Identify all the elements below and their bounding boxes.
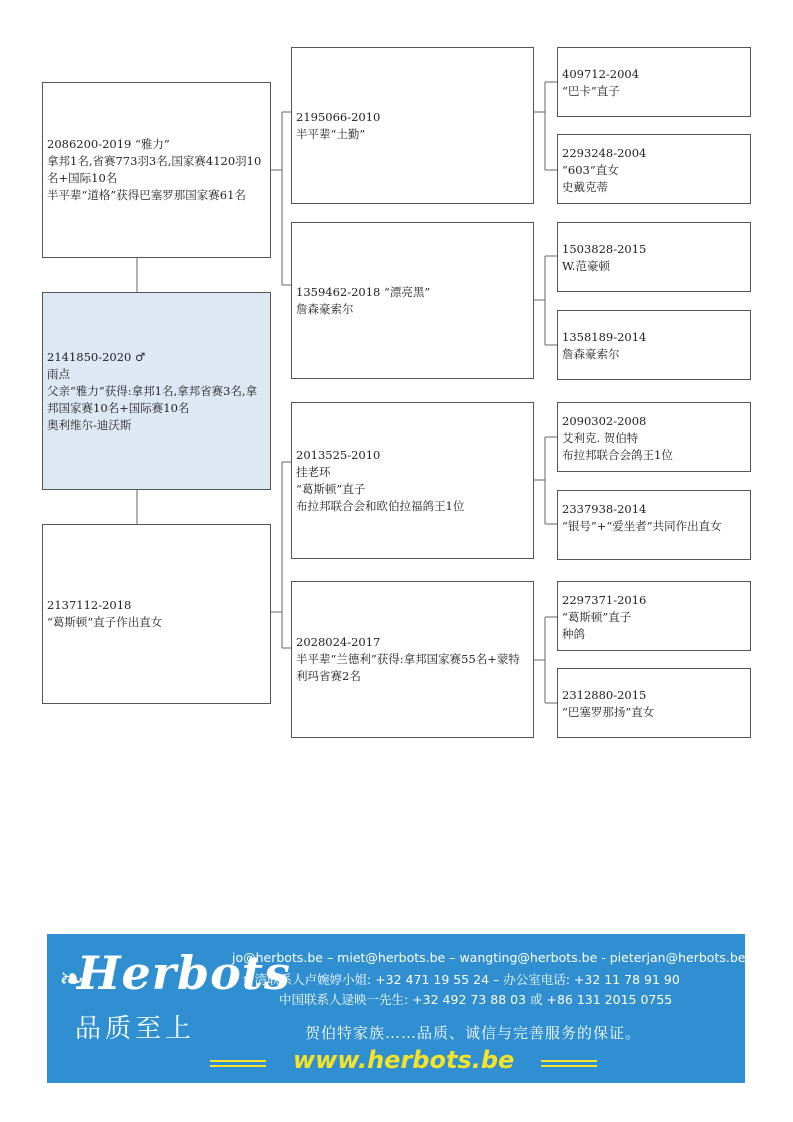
dam-card bbox=[42, 524, 271, 704]
subject-line-4: 奥利维尔-迪沃斯 bbox=[47, 417, 132, 432]
website-link[interactable]: www.herbots.be bbox=[293, 1046, 515, 1074]
sire-sire-line-2: 半平辈“土勤” bbox=[296, 126, 366, 141]
gen4-card bbox=[557, 134, 751, 204]
sire-card bbox=[42, 82, 271, 258]
dam-line-2: “葛斯顿”直子作出直女 bbox=[47, 615, 163, 629]
herbots-logo: Herbots bbox=[77, 946, 291, 1000]
gen4-card bbox=[557, 222, 751, 292]
gen4-line: “巴卡”直子 bbox=[562, 84, 620, 98]
herbots-banner bbox=[47, 934, 745, 1083]
gen4-card bbox=[557, 402, 751, 472]
gen4-line: 2337938-2014 bbox=[562, 502, 647, 516]
dam-sire-line-4: 布拉邦联合会和欧伯拉福鸽王1位 bbox=[296, 498, 465, 513]
dam-sire-line-1: 2013525-2010 bbox=[296, 447, 381, 462]
gen4-line: “603”直女 bbox=[562, 163, 619, 177]
gen4-line: W.范豪顿 bbox=[562, 259, 610, 273]
motto: 贺伯特家族……品质、诚信与完善服务的保证。 bbox=[305, 1024, 642, 1042]
sire-line-3: 半平辈“道格”获得巴塞罗那国家赛61名 bbox=[47, 188, 246, 202]
gen4-line: 409712-2004 bbox=[562, 67, 640, 81]
subject-line-3: 父亲“雅力”获得:拿邦1名,拿邦省赛3名,拿邦国家赛10名+国际赛10名 bbox=[47, 383, 258, 415]
gen4-card bbox=[557, 490, 751, 560]
gen4-line: 2293248-2004 bbox=[562, 146, 647, 160]
gen4-line: 2312880-2015 bbox=[562, 688, 647, 702]
sire-sire-line-1: 2195066-2010 bbox=[296, 109, 381, 124]
dam-sire-card bbox=[291, 402, 534, 559]
dam-sire-line-2: 挂老环 bbox=[296, 464, 331, 479]
gen4-card bbox=[557, 668, 751, 738]
email-contacts[interactable]: jo@herbots.be – miet@herbots.be – wangting@herbots.be - pieterjan@herbots.be bbox=[232, 950, 745, 965]
gen4-line: “巴塞罗那扬”直女 bbox=[562, 705, 655, 719]
gen4-line: 种鸽 bbox=[562, 627, 585, 641]
gen4-card bbox=[557, 47, 751, 117]
gen4-line: 1503828-2015 bbox=[562, 242, 647, 256]
gen4-card bbox=[557, 310, 751, 380]
right-divider bbox=[541, 1060, 597, 1062]
dam-dam-line-1: 2028024-2017 bbox=[296, 635, 381, 649]
sire-sire-card bbox=[291, 47, 534, 204]
gen4-line: 史戴克蒂 bbox=[562, 180, 608, 194]
subject-line-2: 雨点 bbox=[47, 366, 70, 381]
left-divider bbox=[210, 1060, 266, 1062]
wing-icon: ❧ bbox=[59, 962, 85, 997]
dam-sire-line-3: “葛斯顿”直子 bbox=[296, 481, 366, 496]
sire-dam-card bbox=[291, 222, 534, 379]
china-contact: 中国联系人逯映一先生: +32 492 73 88 03 或 +86 131 2015 0755 bbox=[279, 992, 673, 1007]
gen4-line: “葛斯顿”直子 bbox=[562, 610, 632, 624]
dam-dam-line-2: 半平辈“兰德利”获得:拿邦国家赛55名+蒙特利玛省赛2名 bbox=[296, 652, 520, 683]
sire-line-1: 2086200-2019 “雅力” bbox=[47, 137, 170, 151]
gen4-line: 詹森豪索尔 bbox=[562, 347, 620, 361]
sire-dam-line-2: 詹森豪索尔 bbox=[296, 301, 354, 316]
sire-line-2: 拿邦1名,省赛773羽3名,国家赛4120羽10名+国际10名 bbox=[47, 154, 262, 185]
sire-dam-line-1: 1359462-2018 “漂亮黑” bbox=[296, 284, 431, 299]
gen4-line: 布拉邦联合会鸽王1位 bbox=[562, 448, 673, 462]
subject-card bbox=[42, 292, 271, 490]
subject-line-1: 2141850-2020 ♂ bbox=[47, 349, 146, 364]
dam-dam-card bbox=[291, 581, 534, 738]
right-divider bbox=[541, 1065, 597, 1067]
left-divider bbox=[210, 1065, 266, 1067]
gen4-card bbox=[557, 581, 751, 651]
gen4-line: 艾利克. 贺伯特 bbox=[562, 431, 639, 445]
gen4-line: “银号”+“爱坐者”共同作出直女 bbox=[562, 519, 722, 533]
gen4-line: 2090302-2008 bbox=[562, 414, 647, 428]
dam-line-1: 2137112-2018 bbox=[47, 598, 132, 612]
slogan: 品质至上 bbox=[75, 1014, 196, 1044]
gen4-line: 2297371-2016 bbox=[562, 593, 647, 607]
gen4-line: 1358189-2014 bbox=[562, 330, 647, 344]
taiwan-contact: 台湾联系人卢婉婷小姐: +32 471 19 55 24 – 办公室电话: +32 11 78 91 90 bbox=[242, 972, 680, 987]
